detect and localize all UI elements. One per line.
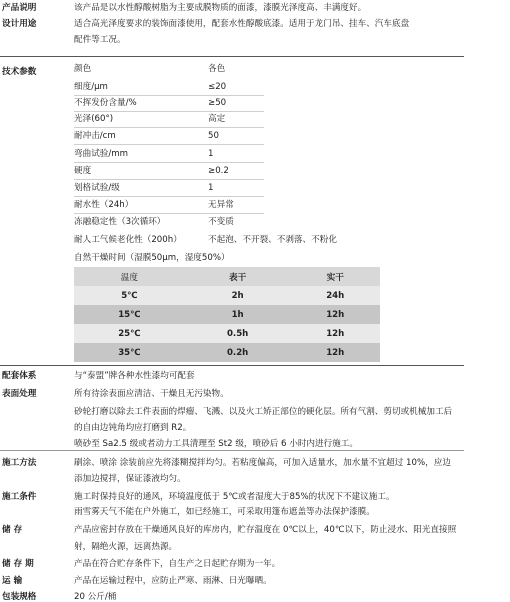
table-cell: 24h (290, 286, 380, 305)
shelf-life-text: 产品在符合贮存条件下，自生产之日起贮存期为一年。 (74, 559, 281, 569)
table-row (74, 343, 380, 362)
param-underline (74, 144, 264, 145)
method-label: 施工方法 (2, 458, 37, 468)
design-use-text-line1: 适合高光泽度要求的装饰面漆使用，配套水性醇酸底漆。适用于龙门吊、挂车、汽车底盘 (74, 19, 410, 29)
transport-text: 产品在运输过程中，应防止严寒、雨淋、日光曝晒。 (74, 576, 272, 586)
param-value: 高定 (208, 114, 226, 124)
storage-line1: 产品应密封存放在干燥通风良好的库房内，贮存温度在 0℃以上，40℃以下，防止浸水、阳光直接照 (74, 525, 457, 535)
design-use-label: 设计用途 (2, 19, 37, 29)
section-divider (0, 56, 464, 57)
table-cell: 12h (290, 324, 380, 343)
surface-line3: 的自由边钝角均应打磨到 R2。 (74, 423, 192, 433)
table-row (74, 324, 380, 343)
param-value: 1 (208, 149, 214, 159)
param-value: 不起泡、不开裂、不剥落、不粉化 (208, 235, 337, 245)
product-description-text: 该产品是以水性醇酸树脂为主要成膜物质的面漆，漆膜光泽度高、丰满度好。 (74, 3, 367, 13)
param-key: 光泽(60°) (74, 114, 114, 124)
table-cell: 2h (185, 286, 291, 305)
conditions-line1: 施工时保持良好的通风，环境温度低于 5℃或者湿度大于85%的状况下不建议施工。 (74, 492, 395, 502)
surface-line4: 喷砂至 Sa2.5 级或者动力工具清理至 St2 级，喷砂后 6 小时内进行施工。 (74, 439, 358, 449)
table-cell: 0.2h (185, 343, 291, 362)
table-cell: 0.5h (185, 324, 291, 343)
param-value: ≥50 (208, 98, 227, 108)
table-cell: 1h (185, 305, 291, 324)
param-key: 划格试验/级 (74, 183, 120, 193)
conditions-line2: 雨雪雾天气不能在户外施工，如已经施工，可采取用篷布遮盖等办法保护漆膜。 (74, 507, 375, 517)
storage-label: 储 存 (2, 525, 23, 535)
param-header-value: 各色 (208, 64, 226, 74)
param-value: 1 (208, 183, 214, 193)
table-cell: 25℃ (74, 324, 185, 343)
param-header-key: 颜色 (74, 64, 92, 74)
param-key: 冻融稳定性（3次循环） (74, 217, 166, 227)
section-divider (0, 450, 464, 451)
conditions-label: 施工条件 (2, 492, 37, 502)
param-value: 不变质 (208, 217, 234, 227)
param-value: 50 (208, 131, 219, 141)
param-value: ≤20 (208, 82, 227, 92)
shelf-life-label: 储 存 期 (2, 559, 34, 569)
table-header-row (74, 267, 380, 286)
table-cell: 12h (290, 343, 380, 362)
param-key: 不挥发份含量/% (74, 98, 137, 108)
transport-label: 运 输 (2, 576, 23, 586)
param-key: 细度/μm (74, 82, 108, 92)
param-key: 硬度 (74, 166, 92, 176)
system-text: 与“泰盟”牌各种水性漆均可配套 (74, 371, 195, 381)
header-hard-dry: 实干 (290, 267, 380, 286)
table-row (74, 286, 380, 305)
param-key: 弯曲试验/mm (74, 149, 129, 159)
method-line1: 刷涂、喷涂 涂装前应先将漆糊搅拌均匀。若粘度偏高，可加入适量水，加水量不宜超过 10%，应边 (74, 458, 451, 468)
table-cell: 35℃ (74, 343, 185, 362)
param-value: 无异常 (208, 200, 234, 210)
section-divider (0, 365, 464, 366)
surface-line1: 所有待涂表面应清洁、干燥且无污染物。 (74, 389, 229, 399)
design-use-text-line2: 配件等工况。 (74, 35, 126, 45)
system-label: 配套体系 (2, 371, 37, 381)
param-key: 耐人工气候老化性（200h） (74, 235, 182, 245)
tech-params-label: 技术参数 (2, 67, 37, 77)
package-label: 包装规格 (2, 592, 37, 602)
surface-label: 表面处理 (2, 389, 37, 399)
package-text: 20 公斤/桶 (74, 592, 117, 602)
table-cell: 5℃ (74, 286, 185, 305)
param-underline (74, 162, 264, 163)
header-surface-dry: 表干 (185, 267, 291, 286)
product-description-label: 产品说明 (2, 3, 37, 13)
storage-line2: 射，隔绝火源，远离热源。 (74, 542, 178, 552)
dry-time-table (74, 267, 380, 362)
table-cell: 12h (290, 305, 380, 324)
dry-time-caption: 自然干燥时间（湿膜50μm，湿度50%） (74, 253, 230, 263)
method-line2: 添加边搅拌，保证漆液均匀。 (74, 474, 186, 484)
param-key: 耐水性（24h） (74, 200, 134, 210)
header-temperature: 温度 (74, 267, 185, 286)
surface-line2: 砂轮打磨以除去工件表面的焊瘤、飞溅、以及火工矫正部位的硬化层。所有气割、剪切或机械加工后 (74, 407, 453, 417)
table-row (74, 305, 380, 324)
param-key: 耐冲击/cm (74, 131, 116, 141)
table-cell: 15℃ (74, 305, 185, 324)
param-value: ≥0.2 (208, 166, 229, 176)
